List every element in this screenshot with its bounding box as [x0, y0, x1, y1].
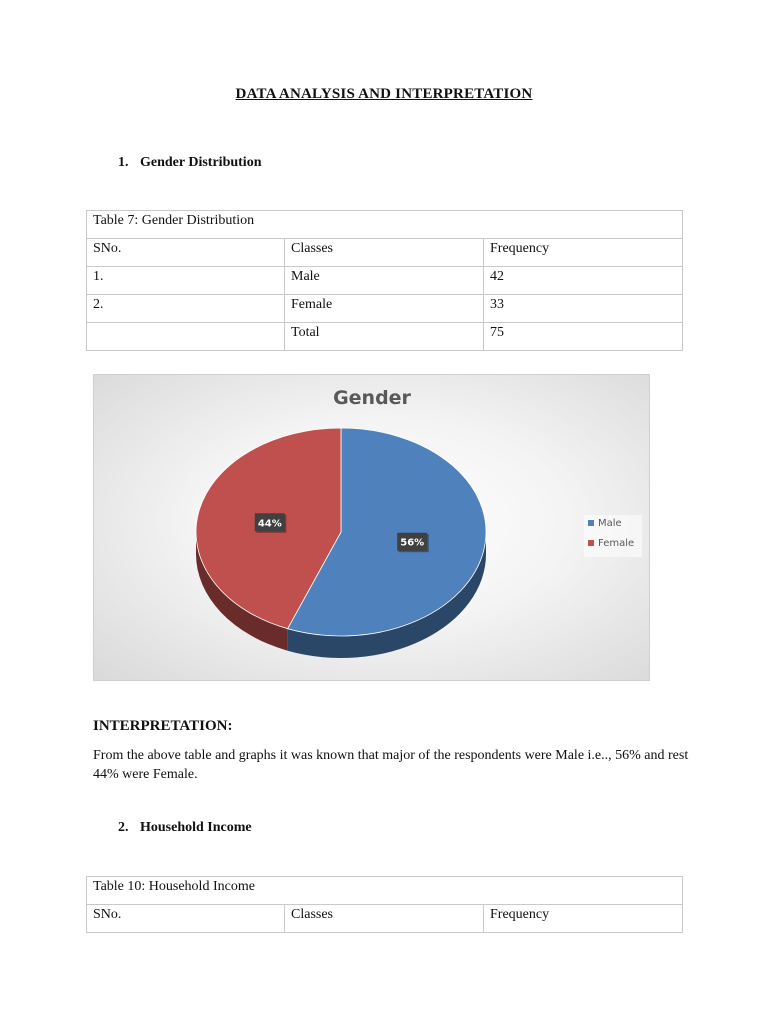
- data-label-female: [255, 513, 287, 533]
- header-cell: Classes: [285, 239, 484, 267]
- table-caption-row: [87, 877, 683, 905]
- legend-label-male: Male: [598, 518, 622, 529]
- section-heading-gender: [118, 155, 261, 171]
- legend-swatch-female: [588, 540, 594, 546]
- table-cell: 33: [484, 295, 683, 323]
- section-heading-income: [118, 820, 252, 836]
- section-title: Household Income: [140, 820, 252, 835]
- legend-swatch-male: [588, 520, 594, 526]
- table-cell: Male: [285, 267, 484, 295]
- table-cell: 42: [484, 267, 683, 295]
- header-cell: SNo.: [87, 239, 285, 267]
- table-header-row: [87, 239, 683, 267]
- chart-title: Gender: [333, 387, 411, 409]
- table-row: [87, 267, 683, 295]
- gender-table: [86, 210, 683, 351]
- table-row: [87, 295, 683, 323]
- section-number: 2.: [118, 820, 129, 835]
- pie-group: [196, 428, 486, 658]
- gender-pie-chart: [93, 374, 650, 681]
- header-cell: Frequency: [484, 905, 683, 933]
- table-caption: Table 7: Gender Distribution: [87, 211, 683, 239]
- table-cell: Total: [285, 323, 484, 351]
- header-cell: SNo.: [87, 905, 285, 933]
- interpretation-heading: INTERPRETATION:: [93, 718, 233, 734]
- pie-chart-svg: [94, 375, 649, 680]
- section-title: Gender Distribution: [140, 155, 262, 170]
- table-caption: Table 10: Household Income: [87, 877, 683, 905]
- table-row: [87, 323, 683, 351]
- section-number: 1.: [118, 155, 129, 170]
- svg-text:44%: 44%: [257, 518, 282, 530]
- income-table: [86, 876, 683, 933]
- table-caption-row: [87, 211, 683, 239]
- header-cell: Classes: [285, 905, 484, 933]
- table-cell: [87, 323, 285, 351]
- document-title: DATA ANALYSIS AND INTERPRETATION: [235, 86, 533, 102]
- interpretation-text: From the above table and graphs it was known that major of the respondents were Male i.e.., 56% and rest 44% were Female.: [93, 748, 689, 782]
- table-cell: 1.: [87, 267, 285, 295]
- legend-label-female: Female: [598, 538, 635, 549]
- table-cell: 2.: [87, 295, 285, 323]
- chart-legend: [584, 515, 642, 557]
- table-header-row: [87, 905, 683, 933]
- table-cell: 75: [484, 323, 683, 351]
- header-cell: Frequency: [484, 239, 683, 267]
- svg-text:56%: 56%: [400, 537, 425, 549]
- table-cell: Female: [285, 295, 484, 323]
- data-label-male: [397, 533, 429, 553]
